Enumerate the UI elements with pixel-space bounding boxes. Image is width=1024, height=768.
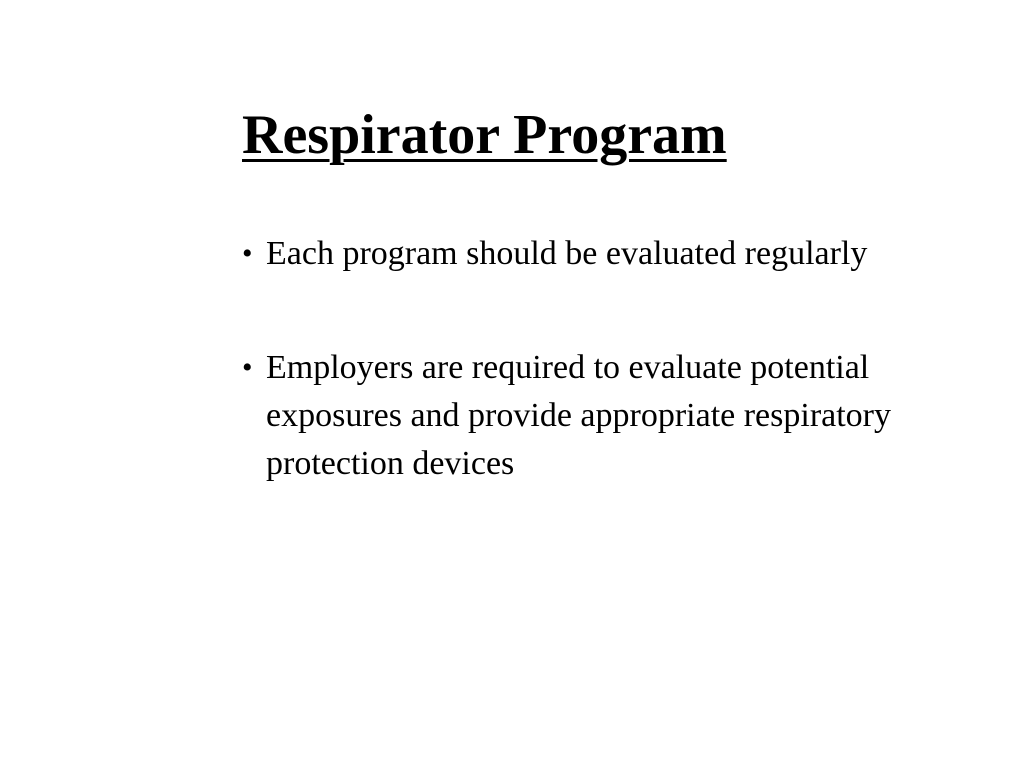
bullet-list [242, 230, 962, 488]
slide-title: Respirator Program [242, 104, 727, 166]
bullet-text: Each program should be evaluated regularly [266, 235, 868, 272]
bullet-icon: • [242, 237, 253, 270]
bullet-icon: • [242, 351, 253, 384]
bullet-item [242, 344, 962, 488]
bullet-item [242, 230, 962, 278]
bullet-text: Employers are required to evaluate potential exposures and provide appropriate respiratory protection devices [266, 349, 891, 482]
